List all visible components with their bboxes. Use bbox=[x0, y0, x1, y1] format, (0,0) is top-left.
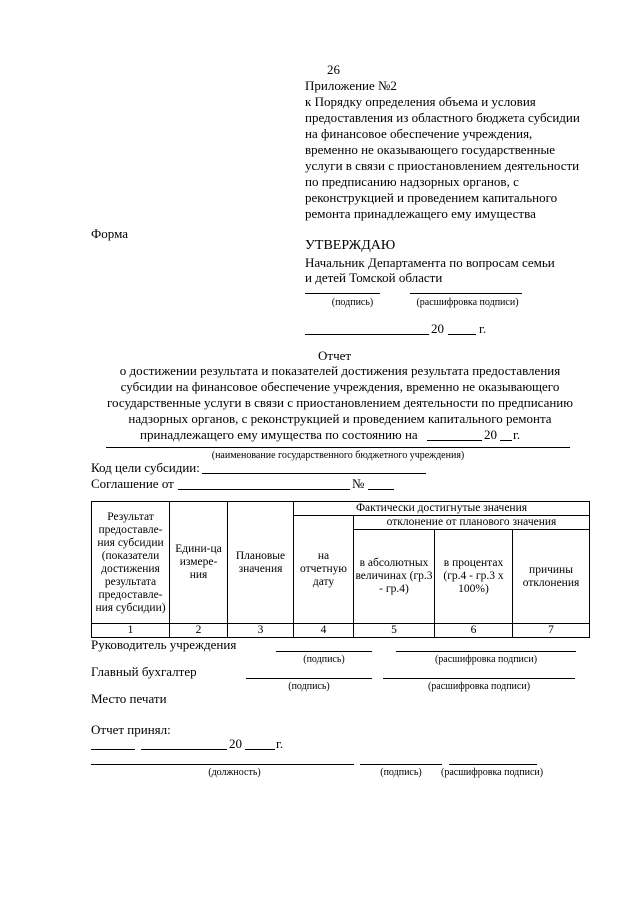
accountant-signature-caption: (подпись) bbox=[288, 681, 330, 692]
approve-line-1: Начальник Департамента по вопросам семьи bbox=[305, 255, 555, 270]
col-number: 5 bbox=[354, 624, 435, 638]
approve-date-suffix: г. bbox=[479, 321, 487, 336]
actual-values-header: Фактически достигнутые значения bbox=[294, 502, 590, 516]
col-planned-header: Плановые значения bbox=[228, 502, 294, 624]
accepted-label: Отчет принял: bbox=[91, 722, 171, 737]
seal-place: Место печати bbox=[91, 691, 167, 706]
approve-date-line bbox=[305, 334, 429, 335]
appendix-line: по предписанию надзорных органов, с bbox=[305, 174, 519, 189]
col-unit-header: Едини-ца измере-ния bbox=[170, 502, 228, 624]
accepted-month-line bbox=[141, 749, 227, 750]
appendix-line: к Порядку определения объема и условия bbox=[305, 94, 536, 109]
approve-title: УТВЕРЖДАЮ bbox=[305, 238, 396, 253]
head-decoding-line bbox=[396, 651, 576, 652]
report-year: 20 bbox=[484, 427, 497, 442]
deviation-header: отклонение от планового значения bbox=[354, 516, 590, 530]
appendix-title: Приложение №2 bbox=[305, 78, 397, 93]
institution-caption: (наименование государственного бюджетного учреждения) bbox=[211, 450, 465, 461]
goal-code-field[interactable] bbox=[202, 473, 426, 474]
head-label: Руководитель учреждения bbox=[91, 637, 237, 652]
appendix-line: ремонта принадлежащего ему имущества bbox=[305, 206, 536, 221]
col-reasons-header: причины отклонения bbox=[513, 530, 590, 624]
col-number: 7 bbox=[513, 624, 590, 638]
col-number: 2 bbox=[170, 624, 228, 638]
report-line: о достижении результата и показателей достижения результата предоставления bbox=[119, 363, 561, 378]
accountant-decoding-caption: (расшифровка подписи) bbox=[427, 681, 531, 692]
position-caption: (должность) bbox=[208, 767, 261, 778]
accepted-decoding-caption: (расшифровка подписи) bbox=[441, 767, 544, 778]
accepted-decoding-line bbox=[449, 764, 537, 765]
institution-line bbox=[106, 447, 570, 448]
page-number: 26 bbox=[327, 62, 340, 77]
col-percent-header: в процентах (гр.4 - гр.3 х 100%) bbox=[435, 530, 513, 624]
appendix-line: предоставления из областного бюджета субсидии bbox=[305, 110, 580, 125]
approve-line-2: и детей Томской области bbox=[305, 270, 443, 285]
report-last-line: принадлежащего ему имущества по состоянию на bbox=[140, 427, 418, 442]
accepted-suffix: г. bbox=[276, 736, 284, 751]
results-table bbox=[91, 501, 590, 638]
agreement-number-sign: № bbox=[352, 476, 365, 491]
head-decoding-caption: (расшифровка подписи) bbox=[434, 654, 538, 665]
appendix-line: временно не оказывающего государственные bbox=[305, 142, 555, 157]
agreement-label: Соглашение от bbox=[91, 476, 174, 491]
col-number: 3 bbox=[228, 624, 294, 638]
position-line bbox=[91, 764, 354, 765]
col-number: 1 bbox=[92, 624, 170, 638]
report-suffix: г. bbox=[513, 427, 521, 442]
approve-signature-caption: (подпись) bbox=[331, 297, 374, 308]
accepted-day-line bbox=[91, 749, 135, 750]
accountant-decoding-line bbox=[383, 678, 575, 679]
appendix-line: услуги в связи с приостановлением деятельности bbox=[305, 158, 580, 173]
approve-signature-line bbox=[305, 293, 380, 294]
report-line: государственные услуги в связи с приостановлением деятельности по предписанию bbox=[107, 395, 573, 410]
head-signature-line bbox=[276, 651, 372, 652]
col-result-header: Результат предоставле-ния субсидии (показатели достижения результата предоставле-ния субсидии) bbox=[92, 502, 170, 624]
report-year-line bbox=[500, 440, 512, 441]
report-line: надзорных органов, с реконструкцией и проведением капитального ремонта bbox=[128, 411, 552, 426]
goal-code-label: Код цели субсидии: bbox=[91, 460, 200, 475]
accountant-signature-line bbox=[246, 678, 372, 679]
appendix-line: реконструкцией и проведением капитального bbox=[305, 190, 558, 205]
col-number: 4 bbox=[294, 624, 354, 638]
report-description bbox=[91, 363, 589, 427]
approve-date-year: 20 bbox=[431, 321, 444, 336]
head-signature-caption: (подпись) bbox=[303, 654, 345, 665]
accepted-year-line bbox=[245, 749, 275, 750]
approve-decoding-caption: (расшифровка подписи) bbox=[416, 297, 519, 308]
accepted-year: 20 bbox=[229, 736, 242, 751]
report-line: субсидии на финансовое обеспечение учреждения, временно не оказывающего bbox=[120, 379, 560, 394]
accountant-label: Главный бухгалтер bbox=[91, 664, 197, 679]
agreement-date-field[interactable] bbox=[178, 489, 350, 490]
appendix-text bbox=[305, 94, 580, 222]
form-label: Форма bbox=[91, 226, 128, 241]
approve-decoding-line bbox=[410, 293, 522, 294]
accepted-signature-line bbox=[360, 764, 442, 765]
agreement-number-field[interactable] bbox=[368, 489, 394, 490]
col-number: 6 bbox=[435, 624, 513, 638]
col-reporting-date-header: на отчетную дату bbox=[294, 516, 354, 624]
col-absolute-header: в абсолютных величинах (гр.3 - гр.4) bbox=[354, 530, 435, 624]
approve-year-line bbox=[448, 334, 476, 335]
report-date-line bbox=[427, 440, 482, 441]
report-title: Отчет bbox=[318, 348, 352, 363]
appendix-line: на финансовое обеспечение учреждения, bbox=[305, 126, 533, 141]
accepted-signature-caption: (подпись) bbox=[380, 767, 422, 778]
